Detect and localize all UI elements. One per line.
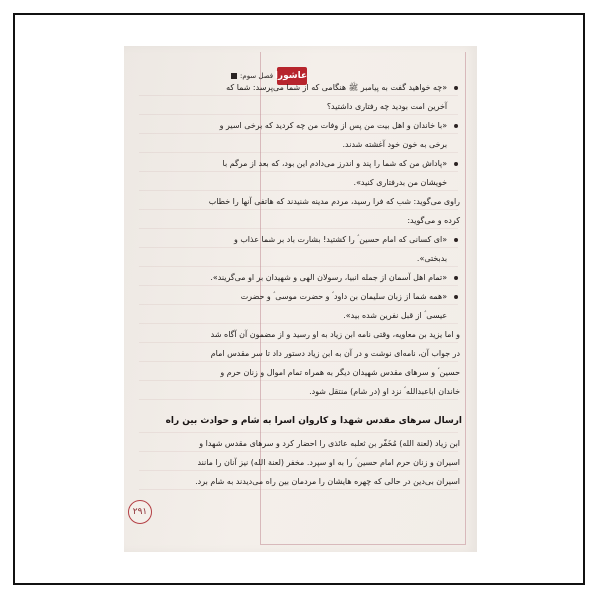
chapter-label: فصل سوم: <box>240 72 274 80</box>
baseline-rule <box>139 361 458 362</box>
baseline-rule <box>139 95 458 96</box>
baseline-rule <box>139 432 458 433</box>
text-line: و اما یزید بن معاویه، وقتی نامه ابن زیاد به او رسید و از مضمون آن آگاه شد <box>134 325 462 344</box>
bullet-line: «با خاندان و اهل بیت من پس از وفات من چه کردید که برخی اسیر و <box>134 116 462 135</box>
baseline-rule <box>139 209 458 210</box>
bullet-icon <box>454 162 458 166</box>
bullet-icon <box>454 238 458 242</box>
bullet-icon <box>454 86 458 90</box>
book-logo: عاشورا <box>277 67 307 85</box>
baseline-rule <box>139 190 458 191</box>
text-line: اسیران و زنان حرم امام حسین ؑ را به او سپرد. مخفر (لعنة الله) نیز آنان را مانند <box>134 453 462 472</box>
page-number-badge: ۲۹۱ <box>128 500 152 524</box>
text-line: در جواب آن، نامه‌ای نوشت و در آن به ابن زیاد دستور داد تا سر مقدس امام <box>134 344 462 363</box>
baseline-rule <box>139 152 458 153</box>
text-line: برخی به خون خود آغشته شدند. <box>134 135 462 154</box>
baseline-rule <box>139 470 458 471</box>
section-spacer <box>132 401 462 409</box>
text-line: خاندان اباعبدالله ؑ نزد او (در شام) منتقل شود. <box>134 382 462 401</box>
bullet-line: «ای کسانی که امام حسین ؑ را کشتید! بشارت باد بر شما عذاب و <box>134 230 462 249</box>
baseline-rule <box>139 489 458 490</box>
baseline-rule <box>139 380 458 381</box>
baseline-rule <box>139 133 458 134</box>
bullet-line: «چه خواهید گفت به پیامبر ﷺ هنگامی که از شما می‌پرسد: شما که <box>134 78 462 97</box>
bullet-line: «پاداش من که شما را پند و اندرز می‌دادم این بود، که بعد از مرگم با <box>134 154 462 173</box>
text-line: حسین ؑ و سرهای مقدس شهیدان دیگر به همراه تمام اموال و زنان حرم و <box>134 363 462 382</box>
text-line: کرده و می‌گوید: <box>134 211 462 230</box>
bullet-icon <box>454 276 458 280</box>
bullet-line: «همه شما از زبان سلیمان بن داود ؑ و حضرت موسی ؑ و حضرت <box>134 287 462 306</box>
text-line: بدبختی». <box>134 249 462 268</box>
baseline-rule <box>139 399 458 400</box>
bullet-line: «تمام اهل آسمان از جمله انبیا، رسولان الهی و شهیدان بر او می‌گریند». <box>134 268 462 287</box>
baseline-rule <box>139 247 458 248</box>
text-line: اسیران بی‌دین در حالی که چهره هایشان را مردمان بین راه می‌دیدند به شام برد. <box>134 472 462 491</box>
text-line: ابن زیاد (لعنة الله) مُخَفّر بن ثعلبه عائذی را احضار کرد و سرهای مقدس شهدا و <box>134 434 462 453</box>
baseline-rule <box>139 266 458 267</box>
text-line: خویشان من بدرفتاری کنید». <box>134 173 462 192</box>
baseline-rule <box>139 285 458 286</box>
bullet-icon <box>454 295 458 299</box>
baseline-rule <box>139 114 458 115</box>
text-line: عیسی ؑ از قبل نفرین شده بید». <box>134 306 462 325</box>
baseline-rule <box>139 323 458 324</box>
bullet-icon <box>454 124 458 128</box>
baseline-rule <box>139 304 458 305</box>
section-heading: ارسال سرهای مقدس شهدا و کاروان اسرا به شام و حوادث بین راه <box>134 409 462 434</box>
text-line: راوی می‌گوید: شب که فرا رسید، مردم مدینه شنیدند که هاتفی آنها را خطاب <box>134 192 462 211</box>
baseline-rule <box>139 228 458 229</box>
baseline-rule <box>139 451 458 452</box>
baseline-rule <box>139 342 458 343</box>
page-text <box>132 78 462 512</box>
baseline-rule <box>139 171 458 172</box>
text-line: آخرین امت بودید چه رفتاری داشتید؟ <box>134 97 462 116</box>
